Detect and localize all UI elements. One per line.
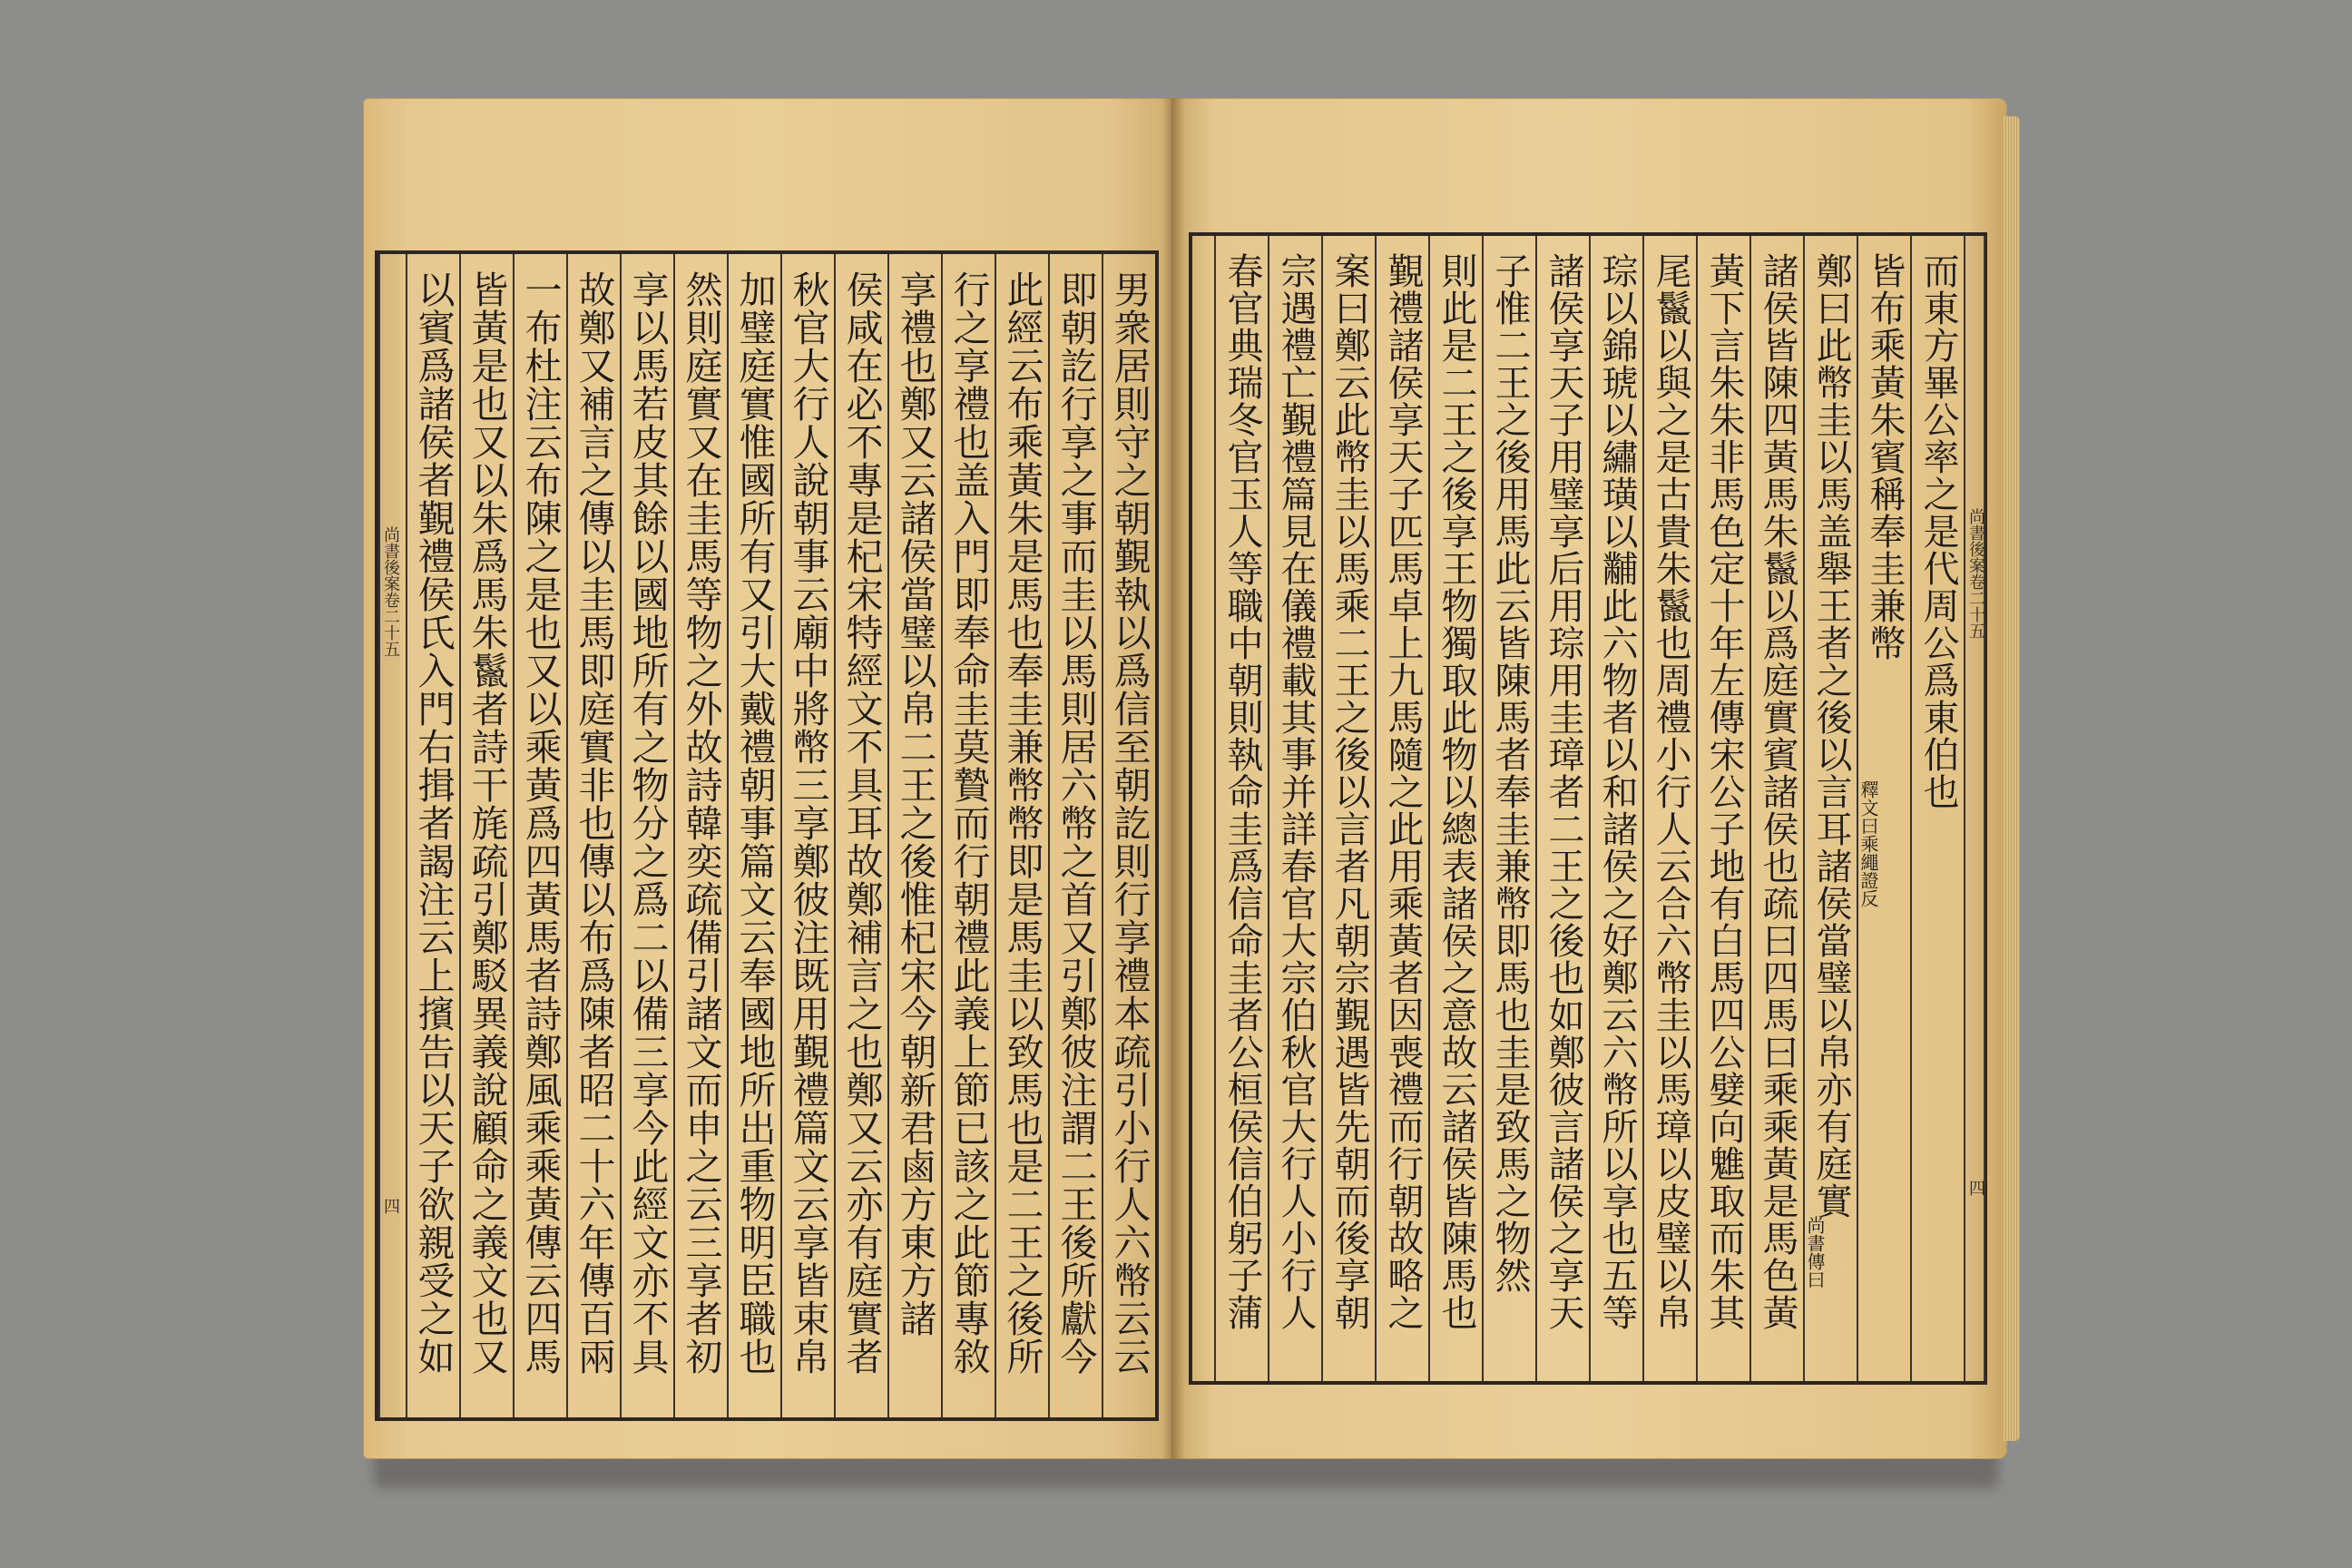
column-text: 加璧庭實惟國所有又引大戴禮朝事篇文云奉國地所出重物明臣職也 [732, 270, 777, 1376]
column-text: 諸侯享天子用璧享后用琮用圭璋者二王之後也如鄭彼言諸侯之享天 [1543, 252, 1584, 1331]
column-text: 故鄭又補言之傳以圭馬即庭實非也傳以布爲陳者昭二十六年傳百兩 [572, 270, 616, 1376]
text-column [780, 254, 834, 1417]
column-text: 覲禮諸侯享天子匹馬卓上九馬隨之此用乘黃者因喪禮而行朝故略之 [1382, 252, 1424, 1331]
column-text: 尾鬣以與之是古貴朱鬣也周禮小行人云合六幣圭以馬璋以皮璧以帛 [1650, 252, 1691, 1331]
left-fold-margin-label: 尚書後案卷二十五 [381, 526, 400, 657]
column-text: 宗遇禮亡覲禮篇見在儀禮載其事并詳春官大宗伯秋官大行人小行人 [1275, 252, 1317, 1331]
text-column [1375, 236, 1428, 1381]
right-page-number: 四 [1966, 1180, 1985, 1196]
text-column [1535, 236, 1589, 1381]
text-column [1642, 236, 1696, 1381]
text-column [513, 254, 566, 1417]
text-column [995, 254, 1048, 1417]
column-text: 黃下言朱朱非馬色定十年左傳宋公子地有白馬四公嬖向魋取而朱其 [1703, 252, 1745, 1331]
source-label-annotation: 尚書傳曰 [1804, 1216, 1826, 1289]
open-book [363, 98, 2007, 1475]
text-column [1321, 236, 1375, 1381]
text-column [1803, 236, 1857, 1381]
column-text: 案曰鄭云此幣圭以馬乘二王之後以言者凡朝宗覲遇皆先朝而後享朝 [1328, 252, 1370, 1331]
column-text: 春官典瑞冬官玉人等職中朝則執命圭爲信命圭者公桓侯信伯躬子蒲 [1221, 252, 1263, 1331]
text-column [1749, 236, 1803, 1381]
column-text: 皆布乘黃朱賓稱奉圭兼幣 [1864, 252, 1906, 662]
left-text-frame [375, 250, 1159, 1421]
column-text: 琮以錦琥以繡璜以黼此六物者以和諸侯之好鄭云六幣所以享也五等 [1596, 252, 1638, 1331]
left-page [363, 98, 1172, 1459]
left-fold-margin-strip [378, 254, 400, 1417]
column-text: 侯咸在必不專是杞宋特經文不具耳故鄭補言之也鄭又云亦有庭實者 [839, 270, 884, 1376]
text-column [1102, 254, 1155, 1417]
text-column [673, 254, 727, 1417]
column-text: 然則庭實又在圭馬等物之外故詩韓奕疏備引諸文而申之云三享者初 [679, 270, 723, 1376]
column-text: 諸侯皆陳四黃馬朱鬣以爲庭實賓諸侯也疏曰四馬曰乘乘黃是馬色黃 [1757, 252, 1798, 1331]
text-column [727, 254, 780, 1417]
book-spine [1161, 98, 1185, 1459]
column-text: 則此是二王之後享王物獨取此物以總表諸侯之意故云諸侯皆陳馬也 [1436, 252, 1477, 1331]
column-text: 行之享禮也盖入門即奉命圭莫贄而行朝禮此義上節已該之此節專敘 [946, 270, 991, 1376]
left-page-number: 四 [381, 1198, 400, 1214]
text-column [1482, 236, 1535, 1381]
text-column [406, 254, 459, 1417]
page-edge-stack [2004, 116, 2020, 1441]
column-text: 此經云布乘黃朱是馬也奉圭兼幣幣即是馬圭以致馬也是二王之後所 [1000, 270, 1044, 1376]
text-column [1214, 236, 1268, 1381]
right-page [1172, 98, 2007, 1459]
column-text: 秋官大行人說朝事云廟中將幣三享鄭彼注既用覲禮篇文云享皆束帛 [786, 270, 830, 1376]
right-text-frame [1189, 232, 1987, 1385]
column-text: 而東方畢公率之是代周公爲東伯也 [1917, 252, 1959, 810]
column-text: 即朝訖行享之事而圭以馬則居六幣之首又引鄭彼注謂二王後所獻今 [1054, 270, 1098, 1376]
text-column [1268, 236, 1321, 1381]
text-column [887, 254, 941, 1417]
text-column [1048, 254, 1102, 1417]
column-text: 子惟二王之後用馬此云皆陳馬者奉圭兼幣即馬也圭是致馬之物然 [1489, 252, 1531, 1294]
column-text: 享以馬若皮其餘以國地所有之物分之爲二以備三享今此經文亦不具 [625, 270, 670, 1376]
interlinear-annotation: 釋文曰乘繩證反 [1857, 780, 1879, 907]
column-text: 鄭曰此幣圭以馬盖舉王者之後以言耳諸侯當璧以帛亦有庭實 [1810, 252, 1852, 1220]
right-fold-margin-strip [1964, 236, 1985, 1381]
text-column [459, 254, 513, 1417]
text-column [1428, 236, 1482, 1381]
text-column [1589, 236, 1642, 1381]
text-column [941, 254, 995, 1417]
column-text: 男衆居則守之朝覲執以爲信至朝訖則行享禮本疏引小行人六幣云云 [1107, 270, 1152, 1376]
text-column [620, 254, 673, 1417]
right-fold-margin-label: 尚書後案卷二十五 [1966, 508, 1985, 639]
column-text: 享禮也鄭又云諸侯當璧以帛二王之後惟杞宋今朝新君鹵方東方諸 [893, 270, 937, 1338]
column-text: 以賓爲諸侯者覲禮侯氏入門右揖者謁注云上擯告以天子欲親受之如 [411, 270, 456, 1376]
text-column [1910, 236, 1964, 1381]
text-column [1696, 236, 1749, 1381]
column-text: 皆黃是也又以朱爲馬朱鬣者詩干旄疏引鄭駁異義說顧命之義文也又 [465, 270, 509, 1376]
text-column [834, 254, 887, 1417]
text-column [566, 254, 620, 1417]
column-text: 一布杜注云布陳之是也又以乘黃爲四黃馬者詩鄭風乘乘黃傳云四馬 [518, 270, 563, 1376]
